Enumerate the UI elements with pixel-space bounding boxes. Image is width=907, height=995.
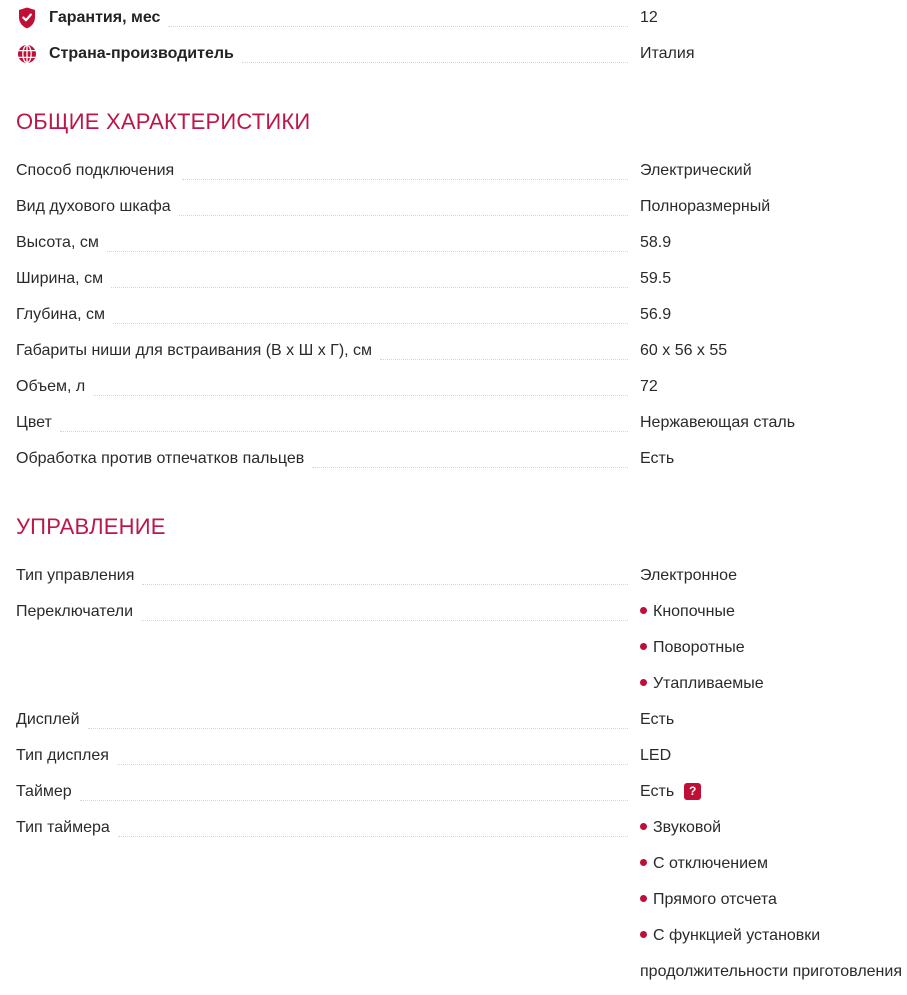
spec-row <box>16 153 907 189</box>
spec-row <box>16 225 907 261</box>
spec-value <box>640 810 907 990</box>
bullet-dot-icon <box>640 859 647 866</box>
spec-row <box>16 405 907 441</box>
bullet-dot-icon <box>640 679 647 686</box>
spec-row <box>16 558 907 594</box>
dotted-leader <box>72 774 640 810</box>
spec-value <box>640 405 907 441</box>
dotted-leader <box>133 594 640 630</box>
section-title: УПРАВЛЕНИЕ <box>16 514 166 539</box>
dotted-leader <box>110 810 640 846</box>
shield-check-icon <box>17 7 37 29</box>
spec-row <box>16 189 907 225</box>
spec-value-item <box>640 810 907 846</box>
spec-value-text: 12 <box>640 9 658 26</box>
spec-value <box>640 702 907 738</box>
spec-row <box>16 0 907 36</box>
spec-value <box>640 261 907 297</box>
spec-label: Тип таймера <box>16 819 110 836</box>
spec-value-text: С отключением <box>653 855 768 872</box>
dotted-leader <box>372 333 640 369</box>
spec-value <box>640 189 907 225</box>
spec-label: Тип дисплея <box>16 747 109 764</box>
spec-value <box>640 558 907 594</box>
spec-value <box>640 153 907 189</box>
dotted-leader <box>52 405 640 441</box>
spec-label: Способ подключения <box>16 162 175 179</box>
spec-label: Ширина, см <box>16 270 104 287</box>
spec-value-text: LED <box>640 747 672 764</box>
spec-label: Глубина, см <box>16 306 106 323</box>
spec-label: Таймер <box>16 783 72 800</box>
spec-label: Страна-производитель <box>49 45 234 62</box>
dotted-leader <box>134 558 640 594</box>
spec-row <box>16 261 907 297</box>
spec-label: Обработка против отпечатков пальцев <box>16 450 305 467</box>
bullet-dot-icon <box>640 607 647 614</box>
spec-value <box>640 594 907 702</box>
spec-value-text: Прямого отсчета <box>653 891 777 908</box>
spec-label: Гарантия, мес <box>49 9 161 26</box>
spec-value-text: Звуковой <box>653 819 722 836</box>
spec-label: Высота, см <box>16 234 99 251</box>
spec-value-text: 72 <box>640 378 658 395</box>
spec-value-text: Электрический <box>640 162 752 179</box>
spec-value <box>640 441 907 477</box>
spec-value-item <box>640 882 907 918</box>
spec-label: Дисплей <box>16 711 80 728</box>
spec-row <box>16 333 907 369</box>
spec-value-text: Италия <box>640 45 695 62</box>
spec-value <box>640 774 907 810</box>
spec-value-text: Утапливаемые <box>653 675 764 692</box>
bullet-dot-icon <box>640 643 647 650</box>
section-title: ОБЩИЕ ХАРАКТЕРИСТИКИ <box>16 109 311 134</box>
spec-value-text: Есть <box>640 450 675 467</box>
dotted-leader <box>103 261 640 297</box>
spec-label: Тип управления <box>16 567 135 584</box>
spec-label: Объем, л <box>16 378 86 395</box>
spec-row <box>16 441 907 477</box>
spec-value-item <box>640 846 907 882</box>
spec-value <box>640 333 907 369</box>
dotted-leader <box>85 369 640 405</box>
spec-value-text: Есть <box>640 711 675 728</box>
help-icon[interactable]: ? <box>684 783 701 800</box>
spec-value-text: 59.5 <box>640 270 672 287</box>
spec-value-text: Поворотные <box>653 639 745 656</box>
spec-row <box>16 774 907 810</box>
spec-row <box>16 297 907 333</box>
bullet-dot-icon <box>640 931 647 938</box>
spec-value <box>640 0 907 36</box>
dotted-leader <box>109 738 640 774</box>
spec-value-text: 58.9 <box>640 234 672 251</box>
spec-value-item <box>640 918 907 990</box>
spec-value-text: С функцией установки продолжительности приготовления <box>640 927 902 980</box>
spec-row <box>16 36 907 72</box>
bullet-dot-icon <box>640 823 647 830</box>
spec-value-item <box>640 594 907 630</box>
spec-value-text: 56.9 <box>640 306 672 323</box>
spec-value-text: Электронное <box>640 567 737 584</box>
spec-value-text: Есть <box>640 783 675 800</box>
spec-label: Вид духового шкафа <box>16 198 171 215</box>
spec-value-text: Кнопочные <box>653 603 735 620</box>
dotted-leader <box>99 225 640 261</box>
spec-sections <box>16 107 907 990</box>
spec-label: Цвет <box>16 414 52 431</box>
dotted-leader <box>174 153 640 189</box>
spec-value-text: 60 х 56 х 55 <box>640 342 728 359</box>
spec-value-text: Нержавеющая сталь <box>640 414 796 431</box>
spec-value-item <box>640 630 907 666</box>
spec-value <box>640 297 907 333</box>
spec-value <box>640 225 907 261</box>
spec-value <box>640 738 907 774</box>
spec-row <box>16 702 907 738</box>
dotted-leader <box>160 0 640 36</box>
dotted-leader <box>105 297 640 333</box>
bullet-dot-icon <box>640 895 647 902</box>
highlight-specs <box>16 0 907 72</box>
spec-row <box>16 369 907 405</box>
spec-label: Габариты ниши для встраивания (В х Ш х Г), см <box>16 342 373 359</box>
spec-value-text: Полноразмерный <box>640 198 771 215</box>
dotted-leader <box>171 189 640 225</box>
spec-row <box>16 738 907 774</box>
spec-value-item <box>640 666 907 702</box>
dotted-leader <box>80 702 640 738</box>
globe-icon <box>17 43 37 65</box>
spec-value <box>640 36 907 72</box>
spec-row <box>16 810 907 990</box>
dotted-leader <box>234 36 640 72</box>
spec-value <box>640 369 907 405</box>
spec-row <box>16 594 907 702</box>
dotted-leader <box>304 441 640 477</box>
spec-label: Переключатели <box>16 603 134 620</box>
